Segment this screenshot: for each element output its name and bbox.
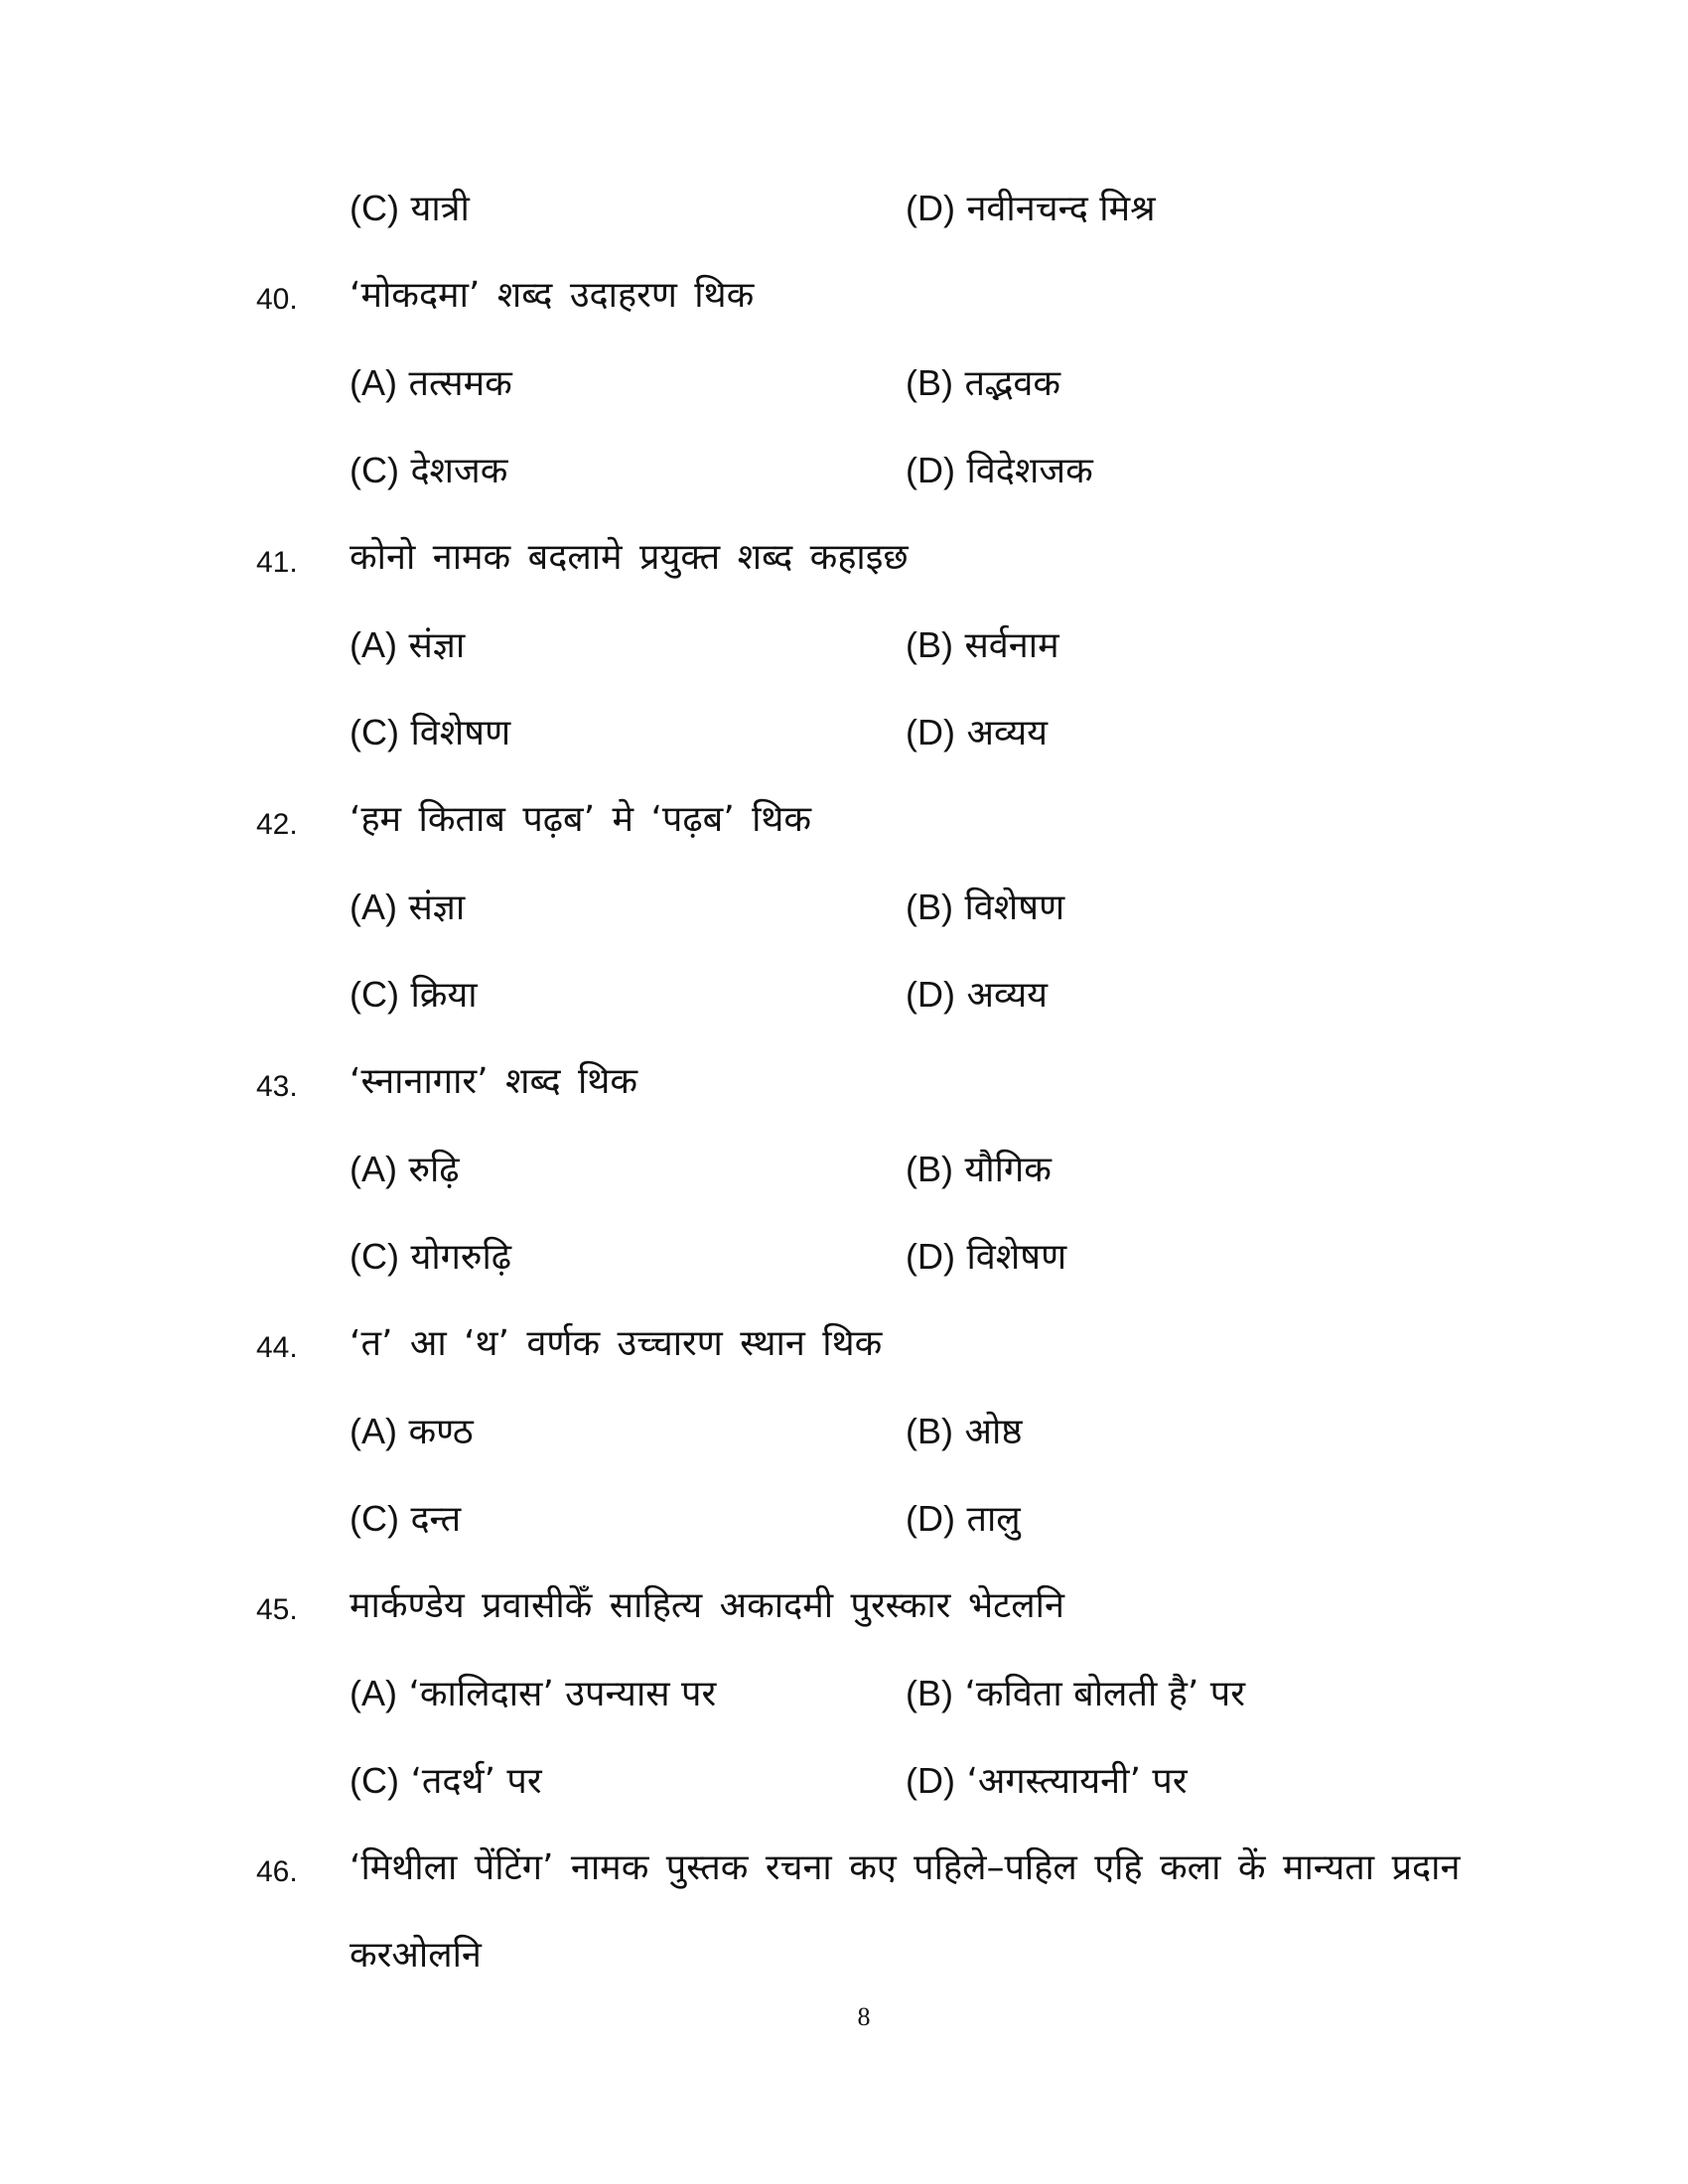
- question-text: ‘त’ आ ‘थ’ वर्णक उच्चारण स्थान थिक: [350, 1323, 883, 1364]
- option-text: ‘कालिदास’ उपन्यास पर: [408, 1674, 717, 1714]
- option-letter: (A): [350, 887, 397, 927]
- option-text: ‘कविता बोलती है’ पर: [964, 1674, 1245, 1714]
- option-a: [350, 1146, 460, 1194]
- option-c: [350, 1233, 511, 1282]
- option-letter: (A): [350, 362, 397, 403]
- option-text: क्रिया: [410, 975, 478, 1016]
- option-letter: (B): [906, 1673, 953, 1713]
- option-letter: (B): [906, 887, 953, 927]
- option-text: संज्ञा: [408, 625, 466, 666]
- option-letter: (A): [350, 1149, 397, 1189]
- option-letter: (C): [350, 188, 399, 228]
- option-letter: (C): [350, 974, 399, 1015]
- option-text: तालु: [966, 1499, 1021, 1540]
- question-number: 43.: [256, 1070, 298, 1103]
- option-text: विदेशजक: [966, 451, 1093, 491]
- option-text: अव्यय: [966, 975, 1049, 1016]
- question-text: कोनो नामक बदलामे प्रयुक्त शब्द कहाइछ: [350, 537, 909, 578]
- option-text: संज्ञा: [408, 887, 466, 928]
- option-text: रुढ़ि: [408, 1150, 460, 1190]
- option-text: विशेषण: [966, 1237, 1067, 1278]
- question-text: ‘मिथीला पेंटिंग’ नामक पुस्तक रचना कए पहिले–पहिल एहि कला कें मान्यता प्रदान: [350, 1847, 1461, 1888]
- option-text: नवीनचन्द मिश्र: [966, 189, 1156, 229]
- option-a: [350, 1670, 716, 1718]
- option-letter: (D): [906, 974, 955, 1015]
- option-text: ओष्ठ: [964, 1412, 1023, 1452]
- option-b: [906, 1408, 1023, 1456]
- option-letter: (C): [350, 1498, 399, 1539]
- option-a: [350, 884, 465, 932]
- question-number: 42.: [256, 808, 298, 841]
- question-text: ‘स्नानागार’ शब्द थिक: [350, 1061, 638, 1102]
- option-b: [906, 359, 1060, 408]
- option-text: योगरुढ़ि: [410, 1237, 512, 1278]
- question-text-continued: करओलनि: [350, 1935, 482, 1976]
- option-text: यौगिक: [964, 1150, 1052, 1190]
- question-text: मार्कण्डेय प्रवासीकेँ साहित्य अकादमी पुरस्कार भेटलनि: [350, 1585, 1064, 1626]
- question-number: 40.: [256, 283, 298, 316]
- option-c: [350, 971, 478, 1020]
- option-b: [906, 884, 1064, 932]
- option-letter: (B): [906, 1411, 953, 1451]
- option-letter: (D): [906, 188, 955, 228]
- option-letter: (C): [350, 450, 399, 490]
- option-letter: (D): [906, 1498, 955, 1539]
- option-d: [906, 971, 1048, 1020]
- option-a: [350, 1408, 474, 1456]
- option-letter: (A): [350, 1411, 397, 1451]
- option-d: [906, 1233, 1066, 1282]
- option-d: [906, 709, 1048, 757]
- option-letter: (C): [350, 712, 399, 752]
- option-a: [350, 359, 512, 408]
- option-text: सर्वनाम: [964, 625, 1059, 666]
- option-letter: (B): [906, 624, 953, 665]
- option-text: ‘अगस्त्यायनी’ पर: [966, 1761, 1188, 1802]
- option-d: [906, 1495, 1021, 1544]
- option-letter: (B): [906, 362, 953, 403]
- question-text: ‘हम किताब पढ़ब’ मे ‘पढ़ब’ थिक: [350, 799, 812, 840]
- question-number: 45.: [256, 1593, 298, 1626]
- option-letter: (D): [906, 712, 955, 752]
- option-b: [906, 621, 1059, 670]
- option-c: [350, 709, 510, 757]
- option-letter: (A): [350, 1673, 397, 1713]
- option-letter: (D): [906, 1760, 955, 1801]
- option-letter: (B): [906, 1149, 953, 1189]
- option-text: दन्त: [410, 1499, 462, 1540]
- option-c: [350, 185, 470, 233]
- option-d: [906, 447, 1093, 495]
- option-d: [906, 1757, 1188, 1806]
- option-text: कण्ठ: [408, 1412, 474, 1452]
- option-text: यात्री: [410, 189, 470, 229]
- option-text: तद्भवक: [964, 363, 1061, 404]
- option-text: देशजक: [410, 451, 508, 491]
- question-number: 46.: [256, 1855, 298, 1888]
- option-c: [350, 447, 507, 495]
- option-b: [906, 1670, 1245, 1718]
- option-c: [350, 1757, 542, 1806]
- option-letter: (A): [350, 624, 397, 665]
- option-letter: (D): [906, 450, 955, 490]
- option-d: [906, 185, 1156, 233]
- question-number: 44.: [256, 1331, 298, 1364]
- option-a: [350, 621, 465, 670]
- question-text: ‘मोकदमा’ शब्द उदाहरण थिक: [350, 275, 755, 316]
- option-text: विशेषण: [964, 887, 1065, 928]
- option-letter: (C): [350, 1760, 399, 1801]
- question-number: 41.: [256, 546, 298, 579]
- option-letter: (C): [350, 1236, 399, 1277]
- option-text: तत्समक: [408, 363, 512, 404]
- option-b: [906, 1146, 1052, 1194]
- page-number: 8: [857, 2002, 871, 2031]
- option-text: विशेषण: [410, 713, 511, 753]
- option-c: [350, 1495, 461, 1544]
- option-text: अव्यय: [966, 713, 1049, 753]
- option-text: ‘तदर्थ’ पर: [410, 1761, 542, 1802]
- option-letter: (D): [906, 1236, 955, 1277]
